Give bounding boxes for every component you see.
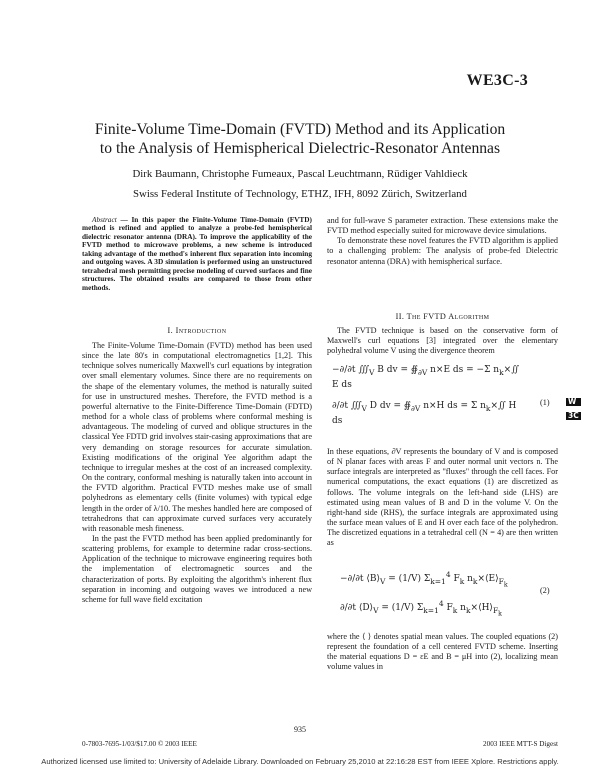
- equation-2-line-2: ∂/∂t $⟨D⟩_V = (1/V)$ $\Sigma_{k=1}^4$ $F_k$ $n_k\times⟨H⟩_{F_k}$: [340, 599, 502, 618]
- footer-copyright: 0-7803-7695-1/03/$17.00 © 2003 IEEE: [82, 740, 197, 748]
- intro-heading: I. Introduction: [167, 326, 227, 335]
- fvtd-discretization-paragraph: In these equations, ∂V represents the boundary of V and is composed of N planar faces with areas F and outer normal unit vectors n. The surface integrals are interpreted as "fluxes" through the cell faces. For numerical computations, the exact equations (1) are discretized as follows. The volume integrals on the left-hand side (LHS) are estimated using mean values of B and D in the volume V. On the right-hand side (RHS), the surface integrals are approximated using the surface mean values of E and H over each face of the polyhedron. The discretized equations in a tetrahedral cell (N = 4) are then written as: [327, 447, 558, 548]
- equation-2-number: (2): [540, 586, 550, 595]
- intro-paragraph-2: In the past the FVTD method has been applied predominantly for scattering problems, for example to determine radar cross-sections. Application of the technique to microwave engineering requires both the implementation of electromagnetic sources and the characterization of ports. By exploiting the algorithm's inherent flux separation in incoming and outgoing waves we introduced a new scheme for full wave field excitation: [82, 533, 312, 604]
- margin-mark-2: 3C: [568, 411, 579, 420]
- affiliation: Swiss Federal Institute of Technology, ETHZ, IFH, 8092 Zürich, Switzerland: [133, 188, 467, 200]
- fvtd-heading: II. The FVTD Algorithm: [395, 312, 490, 321]
- abstract-label: Abstract: [92, 215, 117, 224]
- margin-mark-1: W: [566, 398, 581, 406]
- authors: Dirk Baumann, Christophe Fumeaux, Pascal Leuchtmann, Rüdiger Vahldieck: [132, 168, 468, 180]
- fvtd-discretization: [327, 447, 558, 549]
- right-intro: [327, 216, 558, 267]
- footer-digest: 2003 IEEE MTT-S Digest: [483, 740, 558, 748]
- right-paragraph-cont: and for full-wave S parameter extraction. These extensions make the FVTD method especially suited for microwave device simulations.: [327, 216, 558, 236]
- abstract-text: — In this paper the Finite-Volume Time-Domain (FVTD) method is refined and applied to analyze a probe-fed hemispherical dielectric resonator antenna (DRA). To improve the applicability of the FVTD method to microwave problems, a new scheme is introduced taking advantage of the method's inherent flux separation into incoming and outgoing waves. A 3D simulation is performed using an unstructured tetrahedral mesh permitting precise modeling of curved surfaces and fine structures. The obtained results are compared to those from other methods.: [82, 215, 312, 292]
- title-line-2: to the Analysis of Hemispherical Dielectric-Resonator Antennas: [99, 139, 501, 157]
- title-line-1: Finite-Volume Time-Domain (FVTD) Method and its Application: [94, 121, 506, 138]
- paper-code: WE3C-3: [466, 72, 528, 89]
- paper-title: [40, 121, 560, 158]
- intro-body: [82, 341, 312, 605]
- fvtd-scheme: [327, 632, 558, 673]
- equation-2: [340, 568, 530, 621]
- intro-paragraph-1: The Finite-Volume Time-Domain (FVTD) method has been used since the late 80's in computational electromagnetics [1,2]. This technique solves numerically Maxwell's curl equations by integration over small elementary volumes. Since there are no requirements on the shape of the elementary volumes, the method is naturally suited for use in unstructured meshes. Therefore, the FVTD method is a powerful alternative to the Finite-Difference Time-Domain (FDTD) method for a whole class of problems where conformal meshing is advantageous. The modeling of curved and oblique structures in the classical Yee FDTD grid involves stair-casing approximations that are very demanding on storage resources for accurate simulation. Existing modifications of the original Yee algorithm adapt the technique to irregular meshes at the cost of an increased complexity. On the contrary, conformal meshing is naturally taken into account in the FVTD algorithm. Practical FVTD meshes make use of small polyhedrons as elementary cells (finite volumes) with typical edge length in the order of λ/10. The meshes handled here are composed of tetrahedrons that can approximate curved surfaces very accurately with reasonable mesh fineness.: [82, 341, 312, 533]
- fvtd-scheme-paragraph: where the ⟨ ⟩ denotes spatial mean values. The coupled equations (2) represent the foundation of a cell centered FVTD scheme. Inserting the material equations D = εE and B = μH into (2), localizing mean volume values in: [327, 632, 558, 672]
- fvtd-intro: [327, 326, 558, 356]
- page-number: 935: [294, 725, 306, 734]
- equation-1-number: (1): [540, 398, 550, 407]
- equation-1: [332, 364, 522, 428]
- download-banner: Authorized licensed use limited to: University of Adelaide Library. Downloaded on February 25,2010 at 22:16:28 EST from IEEE Xplore. Restrictions apply.: [41, 757, 559, 766]
- equation-1-line-2: ∂/∂t $∭_V$ D dv = $∯_{\partial V}$ n×H ds = Σ $n_k\times∬$ H ds: [332, 400, 517, 426]
- abstract: [82, 216, 312, 292]
- equation-1-line-1: −∂/∂t $∭_V$ B dv = $∯_{\partial V}$ n×E ds = −Σ $n_k\times∬$ E ds: [332, 365, 519, 390]
- right-paragraph-demo: To demonstrate these novel features the FVTD algorithm is applied to a challenging problem: The analysis of probe-fed Dielectric resonator antenna (DRA) with hemispherical surface.: [327, 236, 558, 266]
- margin-marks: [566, 398, 581, 426]
- fvtd-paragraph: The FVTD technique is based on the conservative form of Maxwell's curl equations [3] integrated over the elementary polyhedral volume V using the divergence theorem: [327, 326, 558, 356]
- equation-2-line-1: −∂/∂t $⟨B⟩_V = (1/V)$ $\Sigma_{k=1}^4$ $F_k$ $n_k\times⟨E⟩_{F_k}$: [340, 570, 508, 589]
